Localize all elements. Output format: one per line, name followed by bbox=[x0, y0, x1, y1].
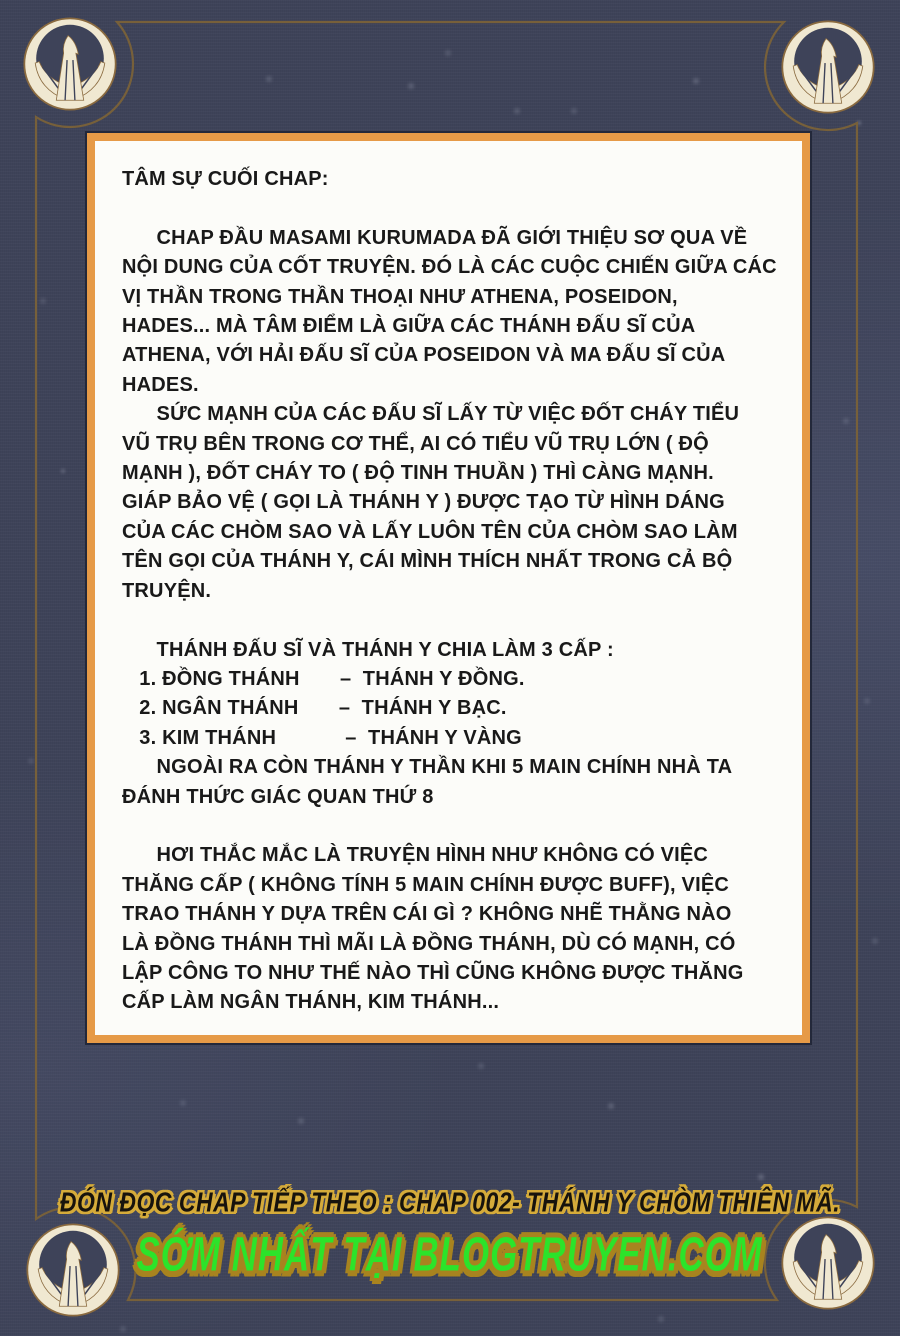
note-text-line: ATHENA, VỚI HẢI ĐẤU SĨ CỦA POSEIDON VÀ MA ĐẤU SĨ CỦA bbox=[122, 344, 726, 367]
note-text-line: VŨ TRỤ BÊN TRONG CƠ THỂ, AI CÓ TIỂU VŨ TRỤ LỚN ( ĐỘ bbox=[122, 432, 709, 455]
note-text-line: HƠI THẮC MẮC LÀ TRUYỆN HÌNH NHƯ KHÔNG CÓ VIỆC bbox=[122, 844, 709, 867]
note-text-line: CHAP ĐẦU MASAMI KURUMADA ĐÃ GIỚI THIỆU SƠ QUA VỀ bbox=[122, 226, 748, 249]
note-text-line: NỘI DUNG CỦA CỐT TRUYỆN. ĐÓ LÀ CÁC CUỘC CHIẾN GIỮA CÁC bbox=[122, 256, 777, 279]
note-text-line: TRAO THÁNH Y DỰA TRÊN CÁI GÌ ? KHÔNG NHẼ THẰNG NÀO bbox=[122, 903, 732, 926]
phoenix-emblem-icon-top-right bbox=[779, 18, 877, 116]
site-promo-text: SỚM NHẤT TẠI BLOGTRUYEN.COM bbox=[136, 1227, 764, 1282]
note-text-line: LÀ ĐỒNG THÁNH THÌ MÃI LÀ ĐỒNG THÁNH, DÙ CÓ MẠNH, CÓ bbox=[122, 932, 736, 955]
note-text-line: MẠNH ), ĐỐT CHÁY TO ( ĐỘ TINH THUẦN ) THÌ CÀNG MẠNH. bbox=[122, 462, 714, 485]
note-text-line: NGOÀI RA CÒN THÁNH Y THẦN KHI 5 MAIN CHÍNH NHÀ TA bbox=[122, 756, 733, 779]
note-text-line: SỨC MẠNH CỦA CÁC ĐẤU SĨ LẤY TỪ VIỆC ĐỐT CHÁY TIỂU bbox=[122, 403, 740, 426]
note-text-line: LẬP CÔNG TO NHƯ THẾ NÀO THÌ CŨNG KHÔNG ĐƯỢC THĂNG bbox=[122, 961, 744, 984]
note-text-line bbox=[122, 812, 790, 841]
note-text-line: TÊN GỌI CỦA THÁNH Y, CÁI MÌNH THÍCH NHẤT TRONG CẢ BỘ bbox=[122, 550, 733, 573]
note-text-line bbox=[122, 194, 790, 223]
note-text-line: THÁNH ĐẤU SĨ VÀ THÁNH Y CHIA LÀM 3 CẤP : bbox=[122, 638, 614, 661]
note-text-line bbox=[122, 606, 790, 635]
note-text-line: CẤP LÀM NGÂN THÁNH, KIM THÁNH... bbox=[122, 991, 500, 1014]
phoenix-emblem-icon-top-left bbox=[21, 15, 119, 113]
note-text-line: ĐÁNH THỨC GIÁC QUAN THỨ 8 bbox=[122, 785, 434, 808]
note-text-line: 1. ĐỒNG THÁNH – THÁNH Y ĐỒNG. bbox=[122, 667, 525, 690]
note-text-line: HADES. bbox=[122, 373, 199, 396]
note-body-text bbox=[122, 194, 790, 1017]
translator-note-box bbox=[87, 133, 810, 1043]
note-text-line: HADES... MÀ TÂM ĐIỂM LÀ GIỮA CÁC THÁNH ĐẤU SĨ CỦA bbox=[122, 315, 696, 338]
note-text-line: THĂNG CẤP ( KHÔNG TÍNH 5 MAIN CHÍNH ĐƯỢC BUFF), VIỆC bbox=[122, 873, 730, 896]
note-text-line: VỊ THẦN TRONG THẦN THOẠI NHƯ ATHENA, POSEIDON, bbox=[122, 285, 678, 308]
note-text-line: CỦA CÁC CHÒM SAO VÀ LẤY LUÔN TÊN CỦA CHÒM SAO LÀM bbox=[122, 520, 738, 543]
footer-banner bbox=[0, 1186, 900, 1282]
note-text-line: 3. KIM THÁNH – THÁNH Y VÀNG bbox=[122, 726, 522, 749]
note-title: TÂM SỰ CUỐI CHAP: bbox=[122, 168, 329, 190]
next-chapter-announcement: ĐÓN ĐỌC CHAP TIẾP THEO : CHAP 002- THÁNH Y CHÒM THIÊN MÃ. bbox=[59, 1186, 841, 1218]
note-text-line: TRUYỆN. bbox=[122, 579, 212, 602]
note-text-line: GIÁP BẢO VỆ ( GỌI LÀ THÁNH Y ) ĐƯỢC TẠO TỪ HÌNH DÁNG bbox=[122, 491, 725, 514]
note-text-line: 2. NGÂN THÁNH – THÁNH Y BẠC. bbox=[122, 697, 507, 720]
